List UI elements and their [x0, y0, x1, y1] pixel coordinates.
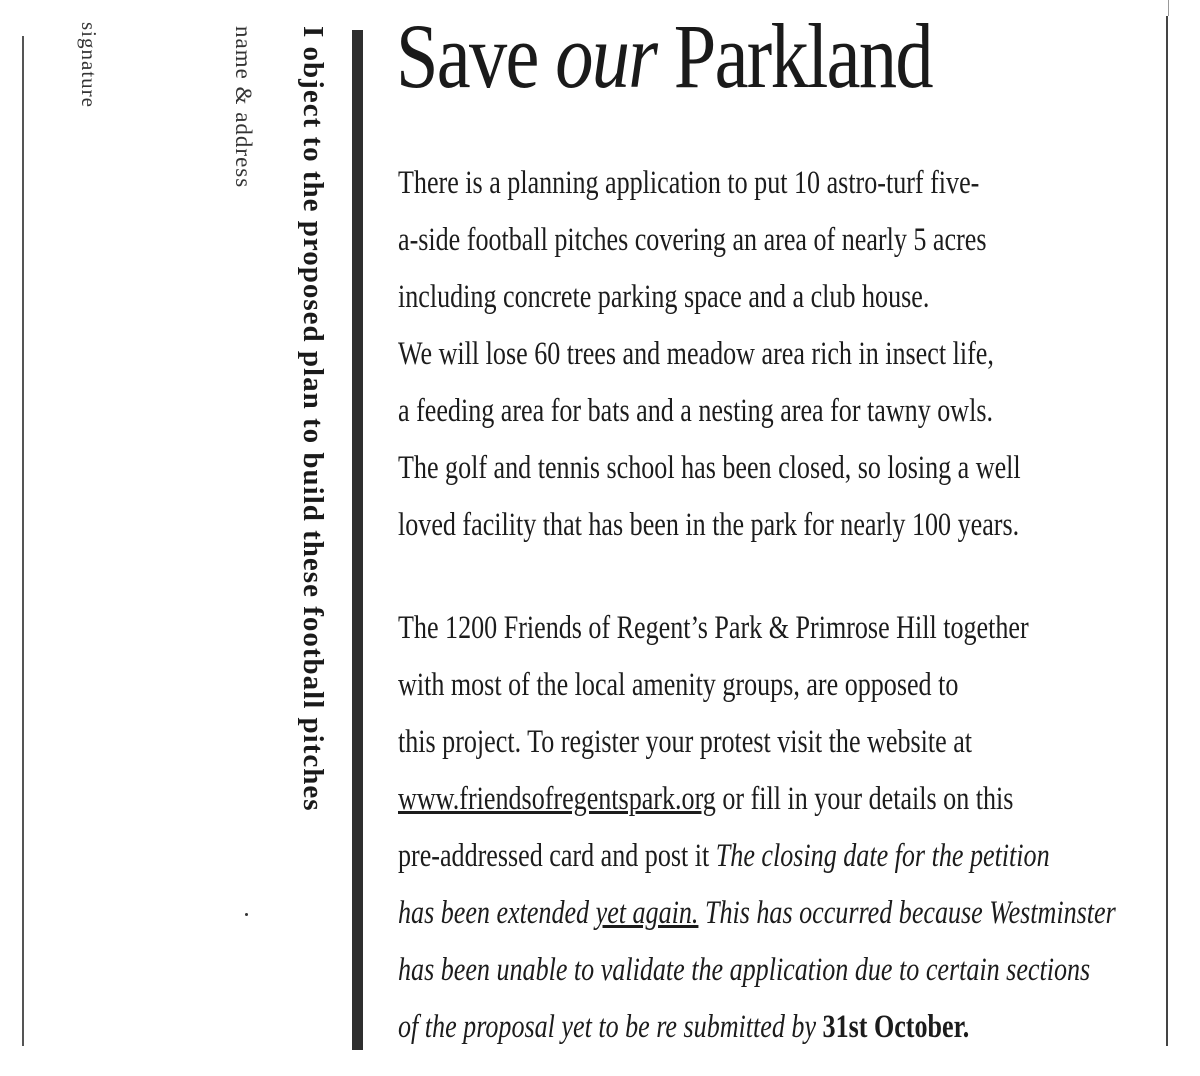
- paragraph-line: loved facility that has been in the park for nearly 100 years.: [398, 507, 1020, 543]
- paragraph-line: We will lose 60 trees and meadow area rich in insect life,: [398, 336, 994, 372]
- paragraph-line: with most of the local amenity groups, are opposed to: [398, 667, 959, 703]
- card-edge-left: [22, 36, 24, 1046]
- paragraph-line: a feeding area for bats and a nesting area for tawny owls.: [398, 393, 994, 429]
- signature-label: signature: [77, 22, 101, 108]
- scan-speck: [245, 913, 248, 916]
- paragraph-line: [398, 885, 1156, 942]
- title-our: our: [555, 5, 657, 107]
- paragraph-line: There is a planning application to put 10 astro-turf five-: [398, 165, 980, 201]
- paragraph-line: including concrete parking space and a club house.: [398, 279, 930, 315]
- objection-statement: I object to the proposed plan to build these football pitches: [297, 26, 329, 812]
- title-save: Save: [396, 5, 538, 107]
- notice-title: [396, 6, 932, 107]
- perforation-divider: [352, 30, 363, 1050]
- paragraph-line: [398, 828, 1156, 885]
- paragraph-line: [398, 999, 1156, 1056]
- extended-text: has been extended: [398, 895, 596, 931]
- planning-paragraph: [398, 155, 1156, 554]
- name-address-label: name & address: [231, 26, 256, 189]
- website-line-rest: or fill in your details on this: [715, 781, 1014, 817]
- closing-date-note: The closing date for the petition: [715, 838, 1050, 874]
- card-edge-right-top: [1168, 0, 1169, 16]
- yet-again-text: yet again.: [595, 895, 699, 931]
- post-card-text: pre-addressed card and post it: [398, 838, 716, 874]
- paragraph-line: has been unable to validate the application due to certain sections: [398, 952, 1091, 988]
- paragraph-line: this project. To register your protest visit the website at: [398, 724, 973, 760]
- paragraph-line: [398, 771, 1156, 828]
- paragraph-line: a-side football pitches covering an area of nearly 5 acres: [398, 222, 987, 258]
- website-link[interactable]: www.friendsofregentspark.org: [398, 781, 716, 817]
- closing-date: 31st October.: [822, 1009, 970, 1045]
- title-parkland: Parkland: [673, 5, 932, 107]
- paragraph-line: The 1200 Friends of Regent’s Park & Primrose Hill together: [398, 610, 1029, 646]
- card-edge-right: [1166, 16, 1168, 1046]
- protest-paragraph: [398, 600, 1156, 1056]
- resubmitted-text: of the proposal yet to be re submitted by: [398, 1009, 823, 1045]
- paragraph-line: The golf and tennis school has been closed, so losing a well: [398, 450, 1021, 486]
- westminster-text: This has occurred because Westminster: [698, 895, 1116, 931]
